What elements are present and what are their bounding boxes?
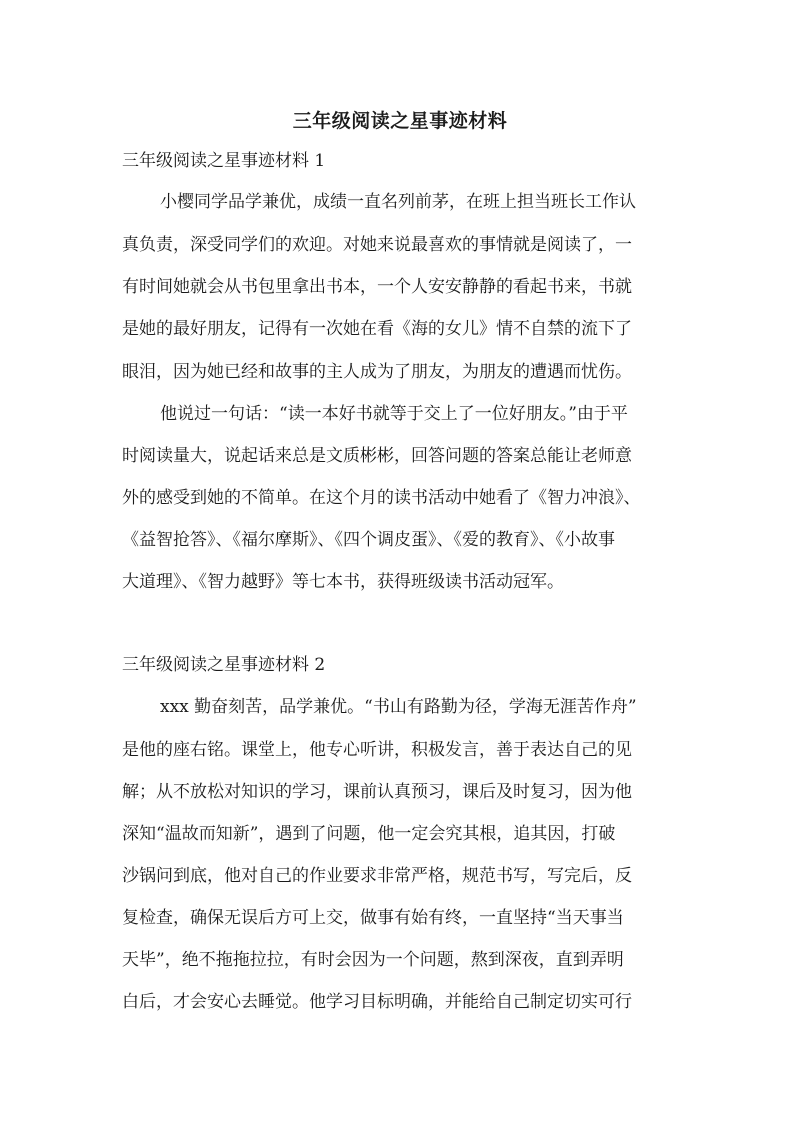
paragraph-line: 解；从不放松对知识的学习，课前认真预习，课后及时复习，因为他 <box>122 782 632 802</box>
paragraph-line: 时阅读量大，说起话来总是文质彬彬，回答问题的答案总能让老师意 <box>122 446 632 466</box>
document-title: 三年级阅读之星事迹材料 <box>292 110 508 132</box>
paragraph-line: 是他的座右铭。课堂上，他专心听讲，积极发言，善于表达自己的见 <box>122 740 632 760</box>
paragraph-line: 白后，才会安心去睡觉。他学习目标明确，并能给自己制定切实可行 <box>122 992 632 1012</box>
paragraph-line: 外的感受到她的不简单。在这个月的读书活动中她看了《智力冲浪》、 <box>122 488 641 508</box>
paragraph-line: 复检查，确保无误后方可上交，做事有始有终，一直坚持“当天事当 <box>122 908 624 928</box>
paragraph-line: 眼泪，因为她已经和故事的主人成为了朋友，为朋友的遭遇而忧伤。 <box>122 362 632 382</box>
paragraph-line: 沙锅问到底，他对自己的作业要求非常严格，规范书写，写完后，反 <box>122 866 632 886</box>
paragraph-line: xxx 勤奋刻苦，品学兼优。“书山有路勤为径，学海无涯苦作舟” <box>160 697 637 717</box>
paragraph-line: 大道理》、《智力越野》等七本书，获得班级读书活动冠军。 <box>122 572 564 592</box>
paragraph-line: 是她的最好朋友，记得有一次她在看《海的女儿》情不自禁的流下了 <box>122 319 632 339</box>
paragraph-line: 深知“温故而知新”，遇到了问题，他一定会究其根，追其因，打破 <box>122 824 616 844</box>
paragraph-line: 《益智抢答》、《福尔摩斯》、《四个调皮蛋》、《爱的教育》、《小故事 <box>122 530 615 550</box>
paragraph-line: 有时间她就会从书包里拿出书本，一个人安安静静的看起书来，书就 <box>122 277 632 297</box>
paragraph-line: 他说过一句话：“读一本好书就等于交上了一位好朋友。”由于平 <box>160 404 628 424</box>
section-1-heading: 三年级阅读之星事迹材料 1 <box>122 151 326 171</box>
paragraph-line: 小樱同学品学兼优，成绩一直名列前茅，在班上担当班长工作认 <box>160 192 636 212</box>
paragraph-line: 真负责，深受同学们的欢迎。对她来说最喜欢的事情就是阅读了，一 <box>122 235 632 255</box>
section-2-heading: 三年级阅读之星事迹材料 2 <box>122 655 326 675</box>
paragraph-line: 天毕”，绝不拖拖拉拉，有时会因为一个问题，熬到深夜，直到弄明 <box>122 950 624 970</box>
